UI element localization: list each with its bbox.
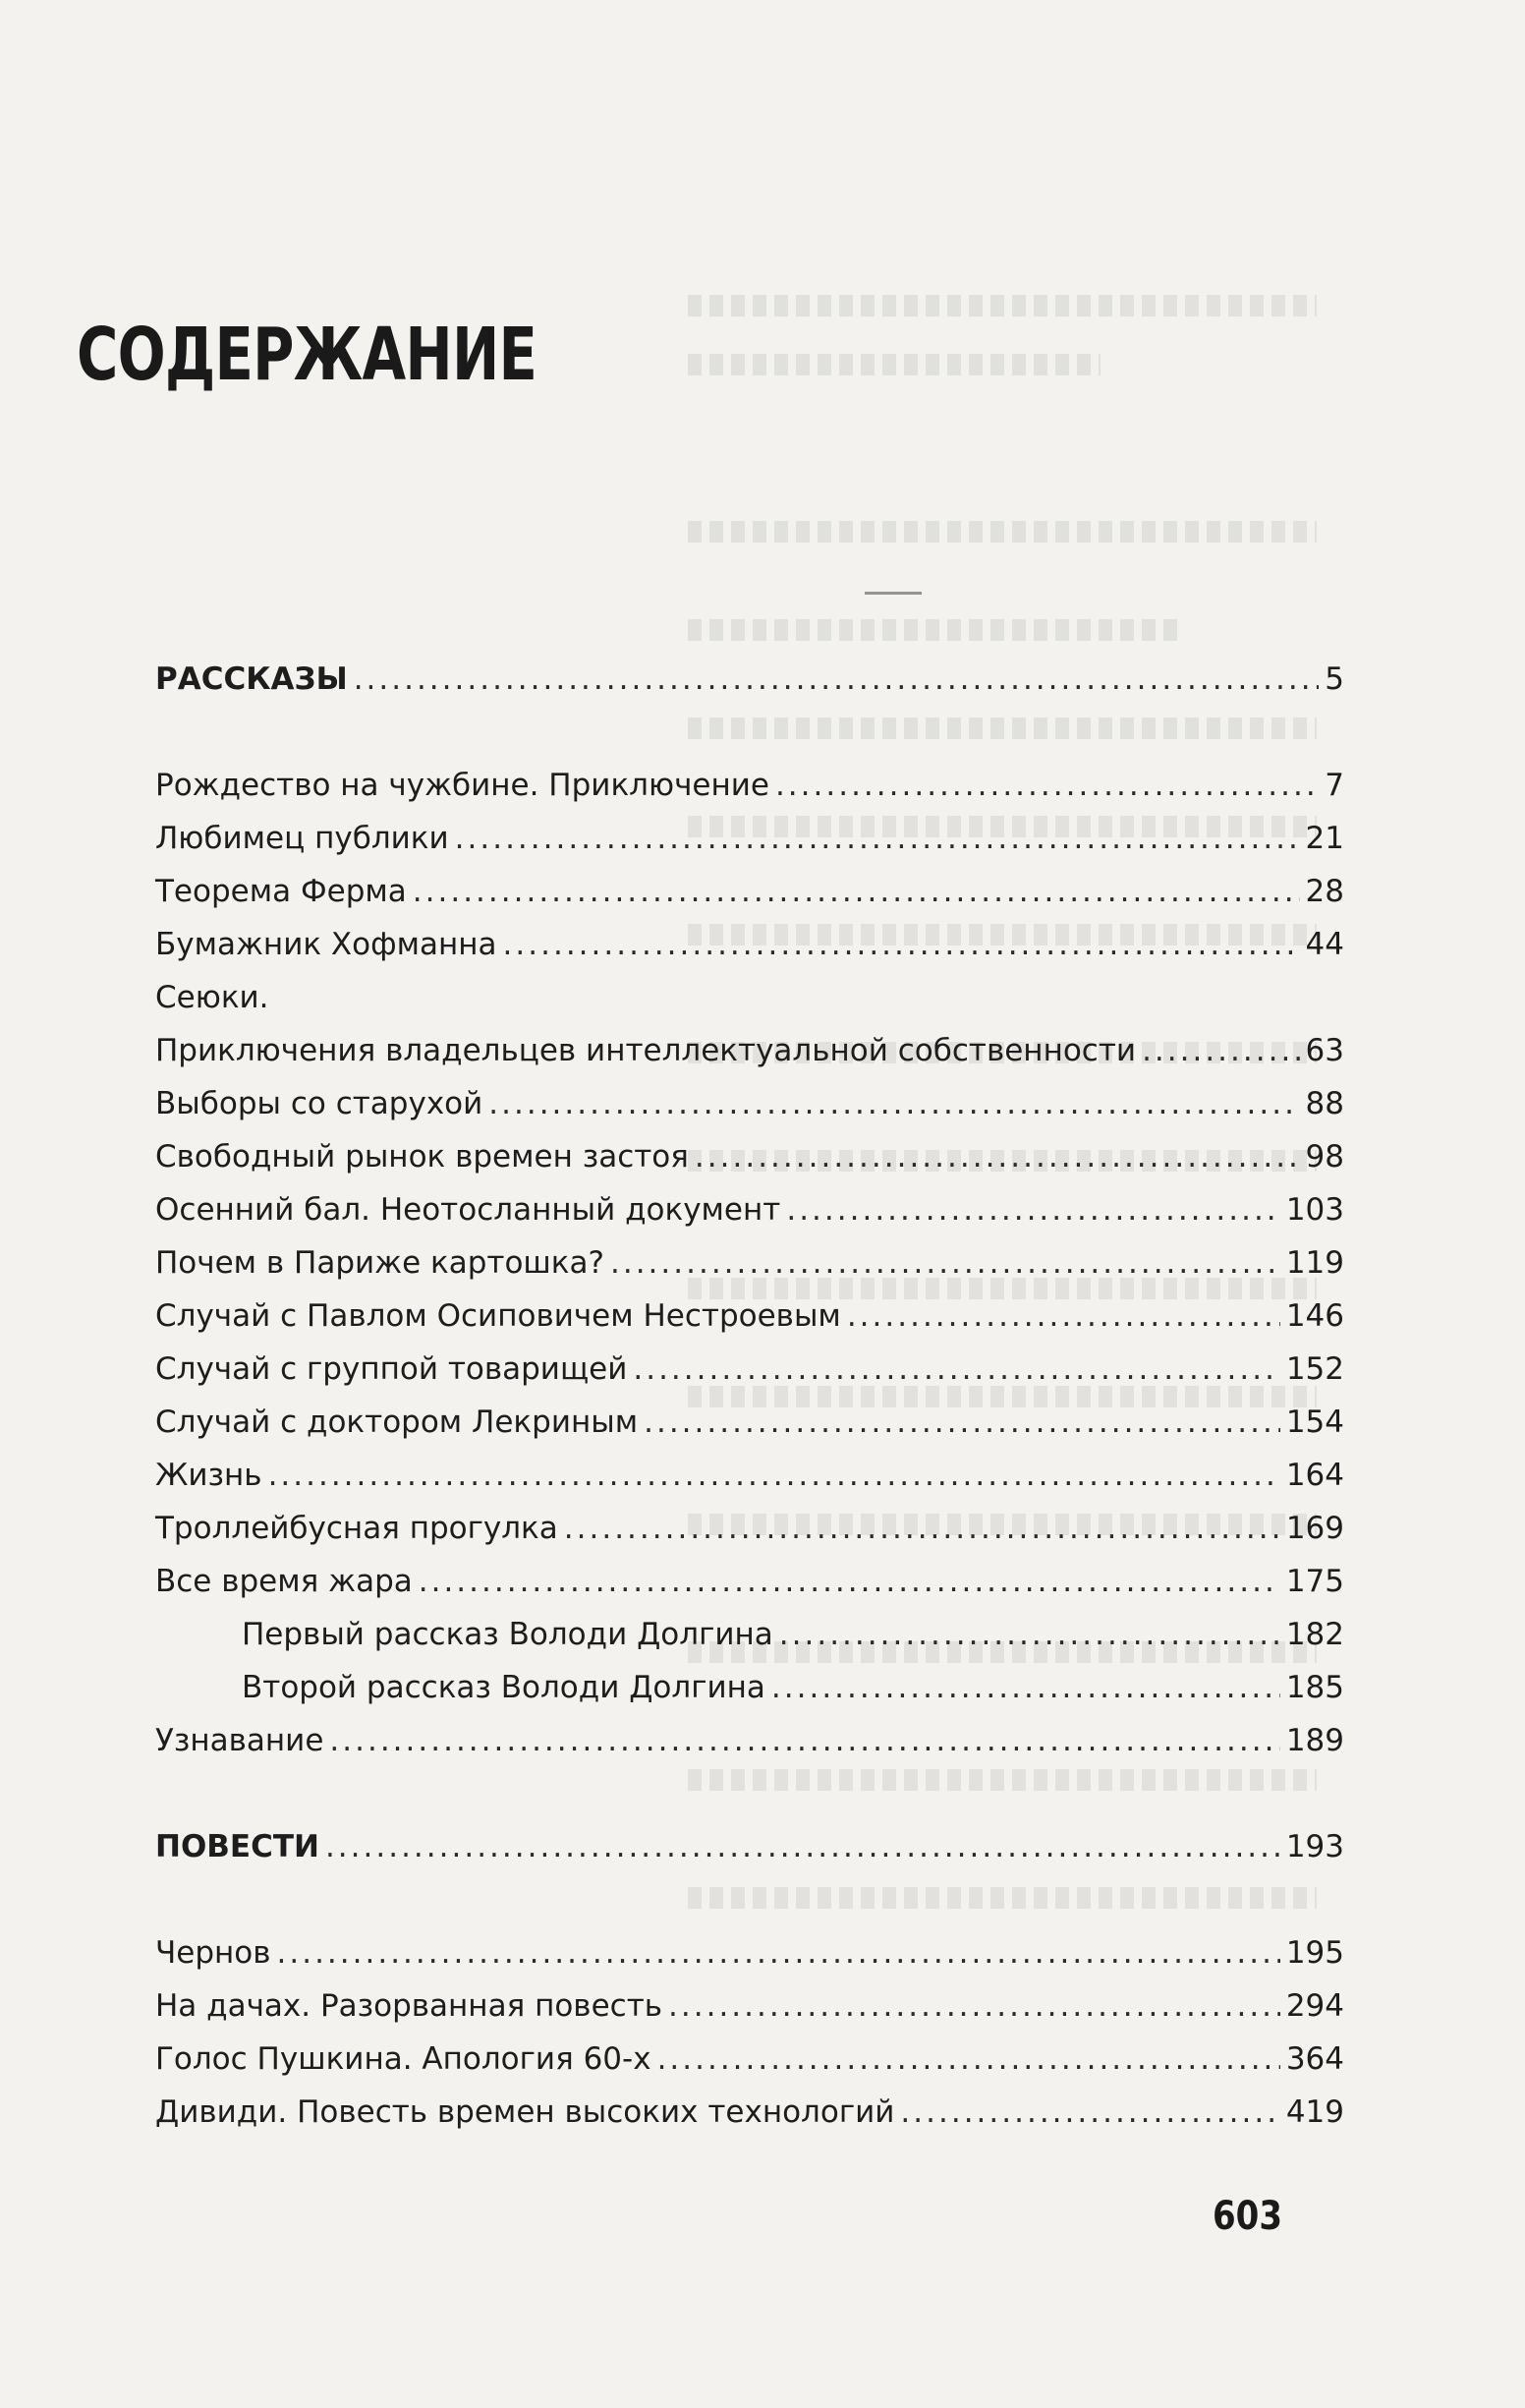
entry-title: Почем в Париже картошка?	[155, 1245, 604, 1281]
leader-dots	[419, 1555, 1280, 1608]
entry-title: Случай с группой товарищей	[155, 1351, 628, 1387]
toc-entry[interactable]	[155, 759, 1344, 812]
toc-entry[interactable]	[155, 1130, 1344, 1183]
leader-dots	[354, 653, 1320, 706]
toc-entry[interactable]	[155, 1077, 1344, 1130]
leader-dots	[771, 1661, 1280, 1714]
entry-title: Чернов	[155, 1935, 271, 1971]
leader-dots	[657, 2033, 1280, 2086]
toc-entry[interactable]	[155, 1555, 1344, 1608]
toc-subentry[interactable]	[155, 1661, 1344, 1714]
leader-dots	[564, 1502, 1280, 1555]
toc-entry[interactable]	[155, 1714, 1344, 1767]
toc-entry[interactable]	[155, 1449, 1344, 1502]
spacer	[155, 1873, 1344, 1926]
entry-page: 98	[1305, 1139, 1344, 1175]
toc-entry[interactable]	[155, 2086, 1344, 2139]
spacer	[155, 706, 1344, 759]
leader-dots	[277, 1926, 1280, 1979]
leader-dots	[779, 1608, 1280, 1661]
entry-page: 103	[1285, 1192, 1344, 1228]
leader-dots	[488, 1077, 1299, 1130]
toc-section-novellas[interactable]	[155, 1820, 1344, 1873]
leader-dots	[644, 1396, 1280, 1449]
leader-dots	[610, 1236, 1280, 1290]
entry-page: 88	[1305, 1086, 1344, 1121]
toc-entry[interactable]	[155, 1343, 1344, 1396]
entry-title: Осенний бал. Неотосланный документ	[155, 1192, 781, 1228]
entry-page: 44	[1305, 927, 1344, 962]
leader-dots	[413, 865, 1300, 918]
entry-page: 146	[1285, 1298, 1344, 1334]
leader-dots	[503, 918, 1300, 971]
entry-page: 21	[1305, 821, 1344, 856]
toc-entry[interactable]	[155, 1979, 1344, 2033]
entry-page: 175	[1285, 1564, 1344, 1599]
entry-title: Свободный рынок времен застоя	[155, 1139, 689, 1175]
entry-title: На дачах. Разорванная повесть	[155, 1988, 663, 2024]
leader-dots	[847, 1290, 1280, 1343]
entry-title: Троллейбусная прогулка	[155, 1511, 558, 1546]
toc-entry[interactable]	[155, 865, 1344, 918]
leader-dots	[325, 1820, 1280, 1873]
entry-page: 189	[1285, 1723, 1344, 1758]
table-of-contents	[155, 653, 1344, 2139]
entry-page: 154	[1285, 1405, 1344, 1440]
leader-dots	[1142, 1024, 1299, 1077]
toc-entry[interactable]	[155, 1024, 1344, 1077]
leader-dots	[786, 1183, 1279, 1236]
toc-entry[interactable]	[155, 1290, 1344, 1343]
entry-title: Теорема Ферма	[155, 874, 407, 909]
entry-page: 119	[1285, 1245, 1344, 1281]
decorative-mark	[865, 592, 922, 595]
section-page: 193	[1285, 1829, 1344, 1864]
entry-page: 169	[1285, 1511, 1344, 1546]
toc-entry[interactable]	[155, 1502, 1344, 1555]
spacer	[155, 1767, 1344, 1820]
toc-section-stories[interactable]	[155, 653, 1344, 706]
leader-dots	[633, 1343, 1279, 1396]
leader-dots	[268, 1449, 1280, 1502]
page-title: СОДЕРЖАНИЕ	[77, 313, 537, 397]
section-page: 5	[1325, 661, 1344, 697]
entry-page: 164	[1285, 1458, 1344, 1493]
toc-entry[interactable]	[155, 1396, 1344, 1449]
leader-dots	[900, 2086, 1279, 2139]
toc-entry[interactable]	[155, 2033, 1344, 2086]
entry-page: 294	[1285, 1988, 1344, 2024]
entry-page: 364	[1285, 2041, 1344, 2077]
entry-page: 152	[1285, 1351, 1344, 1387]
entry-page: 195	[1285, 1935, 1344, 1971]
entry-title: Случай с Павлом Осиповичем Нестроевым	[155, 1298, 841, 1334]
entry-title: Рождество на чужбине. Приключение	[155, 768, 769, 803]
entry-title: Сеюки.	[155, 980, 269, 1015]
entry-title: Дивиди. Повесть времен высоких технологий	[155, 2094, 895, 2130]
entry-title: Второй рассказ Володи Долгина	[242, 1670, 765, 1705]
toc-entry[interactable]	[155, 1926, 1344, 1979]
toc-subentry[interactable]	[155, 1608, 1344, 1661]
leader-dots	[775, 759, 1319, 812]
toc-entry[interactable]	[155, 1236, 1344, 1290]
entry-page: 63	[1305, 1033, 1344, 1068]
entry-page: 28	[1305, 874, 1344, 909]
entry-page: 182	[1285, 1617, 1344, 1652]
entry-title: Приключения владельцев интеллектуальной собственности	[155, 1033, 1137, 1068]
toc-entry[interactable]	[155, 1183, 1344, 1236]
entry-page: 185	[1285, 1670, 1344, 1705]
entry-title: Голос Пушкина. Апология 60-х	[155, 2041, 651, 2077]
entry-title: Первый рассказ Володи Долгина	[242, 1617, 773, 1652]
leader-dots	[695, 1130, 1300, 1183]
toc-entry[interactable]	[155, 812, 1344, 865]
leader-dots	[329, 1714, 1279, 1767]
leader-dots	[668, 1979, 1280, 2033]
entry-title: Бумажник Хофманна	[155, 927, 497, 962]
toc-entry[interactable]	[155, 918, 1344, 971]
entry-title: Жизнь	[155, 1458, 262, 1493]
entry-page: 7	[1325, 768, 1344, 803]
entry-title: Все время жара	[155, 1564, 413, 1599]
section-title: ПОВЕСТИ	[155, 1829, 319, 1864]
section-title: РАССКАЗЫ	[155, 661, 348, 697]
entry-title: Любимец публики	[155, 821, 449, 856]
entry-title: Узнавание	[155, 1723, 324, 1758]
page-number: 603	[1213, 2194, 1282, 2239]
toc-entry-group-label[interactable]	[155, 971, 1344, 1024]
entry-title: Случай с доктором Лекриным	[155, 1405, 639, 1440]
entry-title: Выборы со старухой	[155, 1086, 483, 1121]
leader-dots	[455, 812, 1300, 865]
entry-page: 419	[1285, 2094, 1344, 2130]
